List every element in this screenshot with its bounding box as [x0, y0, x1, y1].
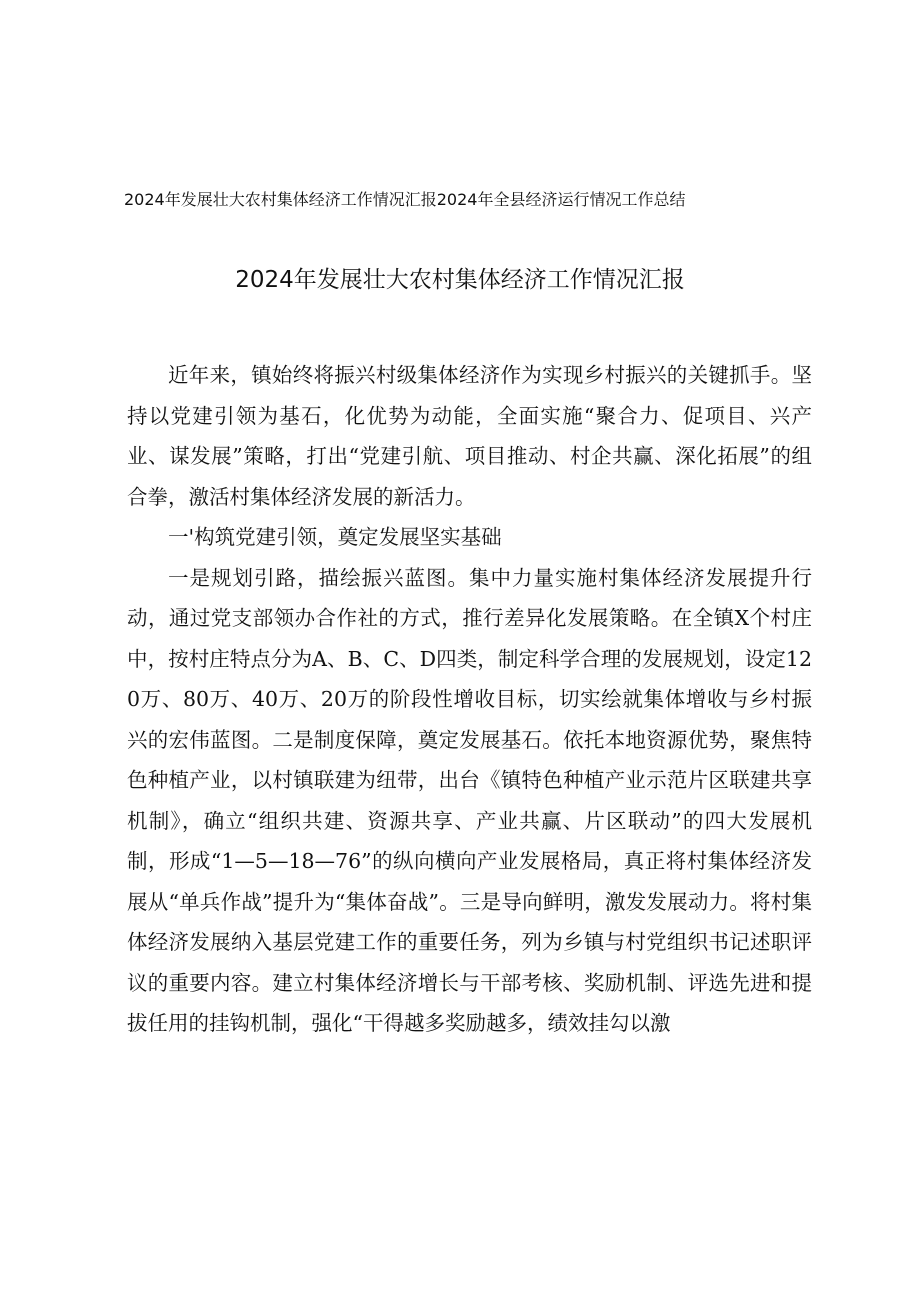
- intro-paragraph: 近年来，镇始终将振兴村级集体经济作为实现乡村振兴的关键抓手。坚持以党建引领为基石，化优势为动能，全面实施“聚合力、促项目、兴产业、谋发展”策略，打出“党建引航、项目推动、村企共赢、深化拓展”的组合拳，激活村集体经济发展的新活力。: [127, 363, 812, 509]
- document-title: 2024年发展壮大农村集体经济工作情况汇报: [235, 267, 685, 293]
- body-paragraph: 一是规划引路，描绘振兴蓝图。集中力量实施村集体经济发展提升行动，通过党支部领办合作社的方式，推行差异化发展策略。在全镇X个村庄中，按村庄特点分为A、B、C、D四类，制定科学合理的发展规划，设定120万、80万、40万、20万的阶段性增收目标，切实绘就集体增收与乡村振兴的宏伟蓝图。二是制度保障，奠定发展基石。依托本地资源优势，聚焦特色种植产业，以村镇联建为纽带，出台《镇特色种植产业示范片区联建共享机制》，确立“组织共建、资源共享、产业共赢、片区联动”的四大发展机制，形成“1—5—18—76”的纵向横向产业发展格局，真正将村集体经济发展从“单兵作战”提升为“集体奋战”。三是导向鲜明，激发发展动力。将村集体经济发展纳入基层党建工作的重要任务，列为乡镇与村党组织书记述职评议的重要内容。建立村集体经济增长与干部考核、奖励机制、评选先进和提拔任用的挂钩机制，强化“干得越多奖励越多，绩效挂勾以激: [127, 565, 812, 1035]
- section-heading: 一'构筑党建引领，奠定发展坚实基础: [168, 525, 502, 549]
- document-body: [127, 355, 812, 1044]
- document-header-line: 2024年发展壮大农村集体经济工作情况汇报2024年全县经济运行情况工作总结: [124, 190, 686, 209]
